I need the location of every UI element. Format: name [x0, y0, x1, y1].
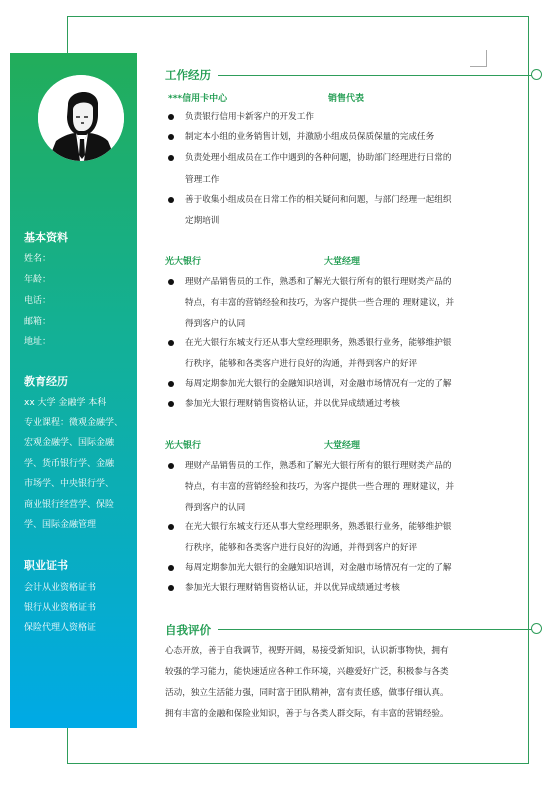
job-bullet-text: 每周定期参加光大银行的金融知识培训，对金融市场情况有一定的了解: [185, 379, 452, 389]
edu-line: 专业课程：微观金融学、: [24, 418, 124, 428]
self-eval-line: 较强的学习能力，能快速适应各种工作环境，兴趣爱好广泛，积极参与各类: [165, 667, 449, 677]
bullet-icon: [168, 134, 174, 140]
self-eval-line: 活动，独立生活能力强，同时富于团队精神，富有责任感，做事仔细认真。: [165, 688, 449, 698]
job-position: 销售代表: [328, 94, 365, 104]
job-company: ***信用卡中心: [168, 94, 228, 104]
job-bullet-text: 在光大银行东城支行还从事大堂经理职务，熟悉银行业务，能够维护银: [185, 338, 452, 348]
job-company: 光大银行: [165, 441, 202, 451]
job-position: 大堂经理: [324, 257, 361, 267]
job-bullet-text: 参加光大银行理财销售资格认证，并以优异成绩通过考核: [185, 399, 400, 409]
self-eval-divider-dot-icon: [531, 623, 542, 634]
job-bullet-text: 得到客户的认同: [185, 319, 246, 329]
edu-line: 学、货币银行学、金融: [24, 459, 115, 469]
job-bullet-text: 管理工作: [185, 175, 220, 185]
work-section-title: 工作经历: [165, 68, 211, 82]
bullet-icon: [168, 565, 174, 571]
bullet-icon: [168, 524, 174, 530]
job-bullet-text: 负责银行信用卡新客户的开发工作: [185, 112, 314, 122]
job-bullet-text: 参加光大银行理财销售资格认证，并以优异成绩通过考核: [185, 583, 400, 593]
job-bullet-text: 特点，有丰富的营销经验和技巧，为客户提供一些合理的 理财建议，并: [185, 298, 455, 308]
self-eval-section-title: 自我评价: [165, 623, 211, 637]
job-bullet-text: 行秩序，能够和各类客户进行良好的沟通，并得到客户的好评: [185, 543, 418, 553]
basic-info-title: 基本资料: [24, 231, 68, 244]
job-bullet-text: 在光大银行东城支行还从事大堂经理职务，熟悉银行业务，能够维护银: [185, 522, 452, 532]
bullet-icon: [168, 463, 174, 469]
education-title: 教育经历: [24, 375, 68, 388]
cert-line: 银行从业资格证书: [24, 603, 97, 613]
job-bullet-text: 负责处理小组成员在工作中遇到的各种问题，协助部门经理进行日常的: [185, 153, 452, 163]
bullet-icon: [168, 155, 174, 161]
bullet-icon: [168, 381, 174, 387]
field-phone: 电话：: [24, 296, 52, 306]
job-bullet-text: 理财产品销售员的工作，熟悉和了解光大银行所有的银行理财类产品的: [185, 277, 452, 287]
job-bullet-text: 每周定期参加光大银行的金融知识培训，对金融市场情况有一定的了解: [185, 563, 452, 573]
job-bullet-text: 特点，有丰富的营销经验和技巧，为客户提供一些合理的 理财建议，并: [185, 482, 455, 492]
bullet-icon: [168, 279, 174, 285]
job-bullet-text: 行秩序，能够和各类客户进行良好的沟通，并得到客户的好评: [185, 359, 418, 369]
bullet-icon: [168, 401, 174, 407]
edu-line: 宏观金融学、国际金融: [24, 438, 115, 448]
job-bullet-text: 得到客户的认同: [185, 503, 246, 513]
bullet-icon: [168, 197, 174, 203]
self-eval-divider: [218, 629, 532, 630]
bullet-icon: [168, 585, 174, 591]
work-divider: [218, 75, 532, 76]
job-bullet-text: 善于收集小组成员在日常工作的相关疑问和问题，与部门经理一起组织: [185, 195, 452, 205]
work-divider-dot-icon: [531, 69, 542, 80]
job-company: 光大银行: [165, 257, 202, 267]
job-bullet-text: 制定本小组的业务销售计划，并激励小组成员保质保量的完成任务: [185, 132, 435, 142]
job-bullet-text: 定期培训: [185, 216, 220, 226]
bullet-icon: [168, 340, 174, 346]
job-position: 大堂经理: [324, 441, 361, 451]
self-eval-line: 拥有丰富的金融和保险业知识，善于与各类人群交际，有丰富的营销经验。: [165, 709, 449, 719]
self-eval-line: 心态开放，善于自我调节，视野开阔，易接受新知识，认识新事物快，拥有: [165, 646, 449, 656]
field-address: 地址：: [24, 337, 52, 347]
cert-line: 保险代理人资格证: [24, 623, 97, 633]
bullet-icon: [168, 114, 174, 120]
edu-line: 商业银行经营学、保险: [24, 500, 115, 510]
cert-line: 会计从业资格证书: [24, 583, 97, 593]
field-age: 年龄：: [24, 275, 52, 285]
job-bullet-text: 理财产品销售员的工作，熟悉和了解光大银行所有的银行理财类产品的: [185, 461, 452, 471]
edu-line: xx 大学 金融学 本科: [24, 398, 107, 408]
field-email: 邮箱：: [24, 317, 52, 327]
certificates-title: 职业证书: [24, 559, 68, 572]
edu-line: 市场学、中央银行学、: [24, 479, 115, 489]
field-name: 姓名：: [24, 254, 52, 264]
edu-line: 学、国际金融管理: [24, 520, 97, 530]
